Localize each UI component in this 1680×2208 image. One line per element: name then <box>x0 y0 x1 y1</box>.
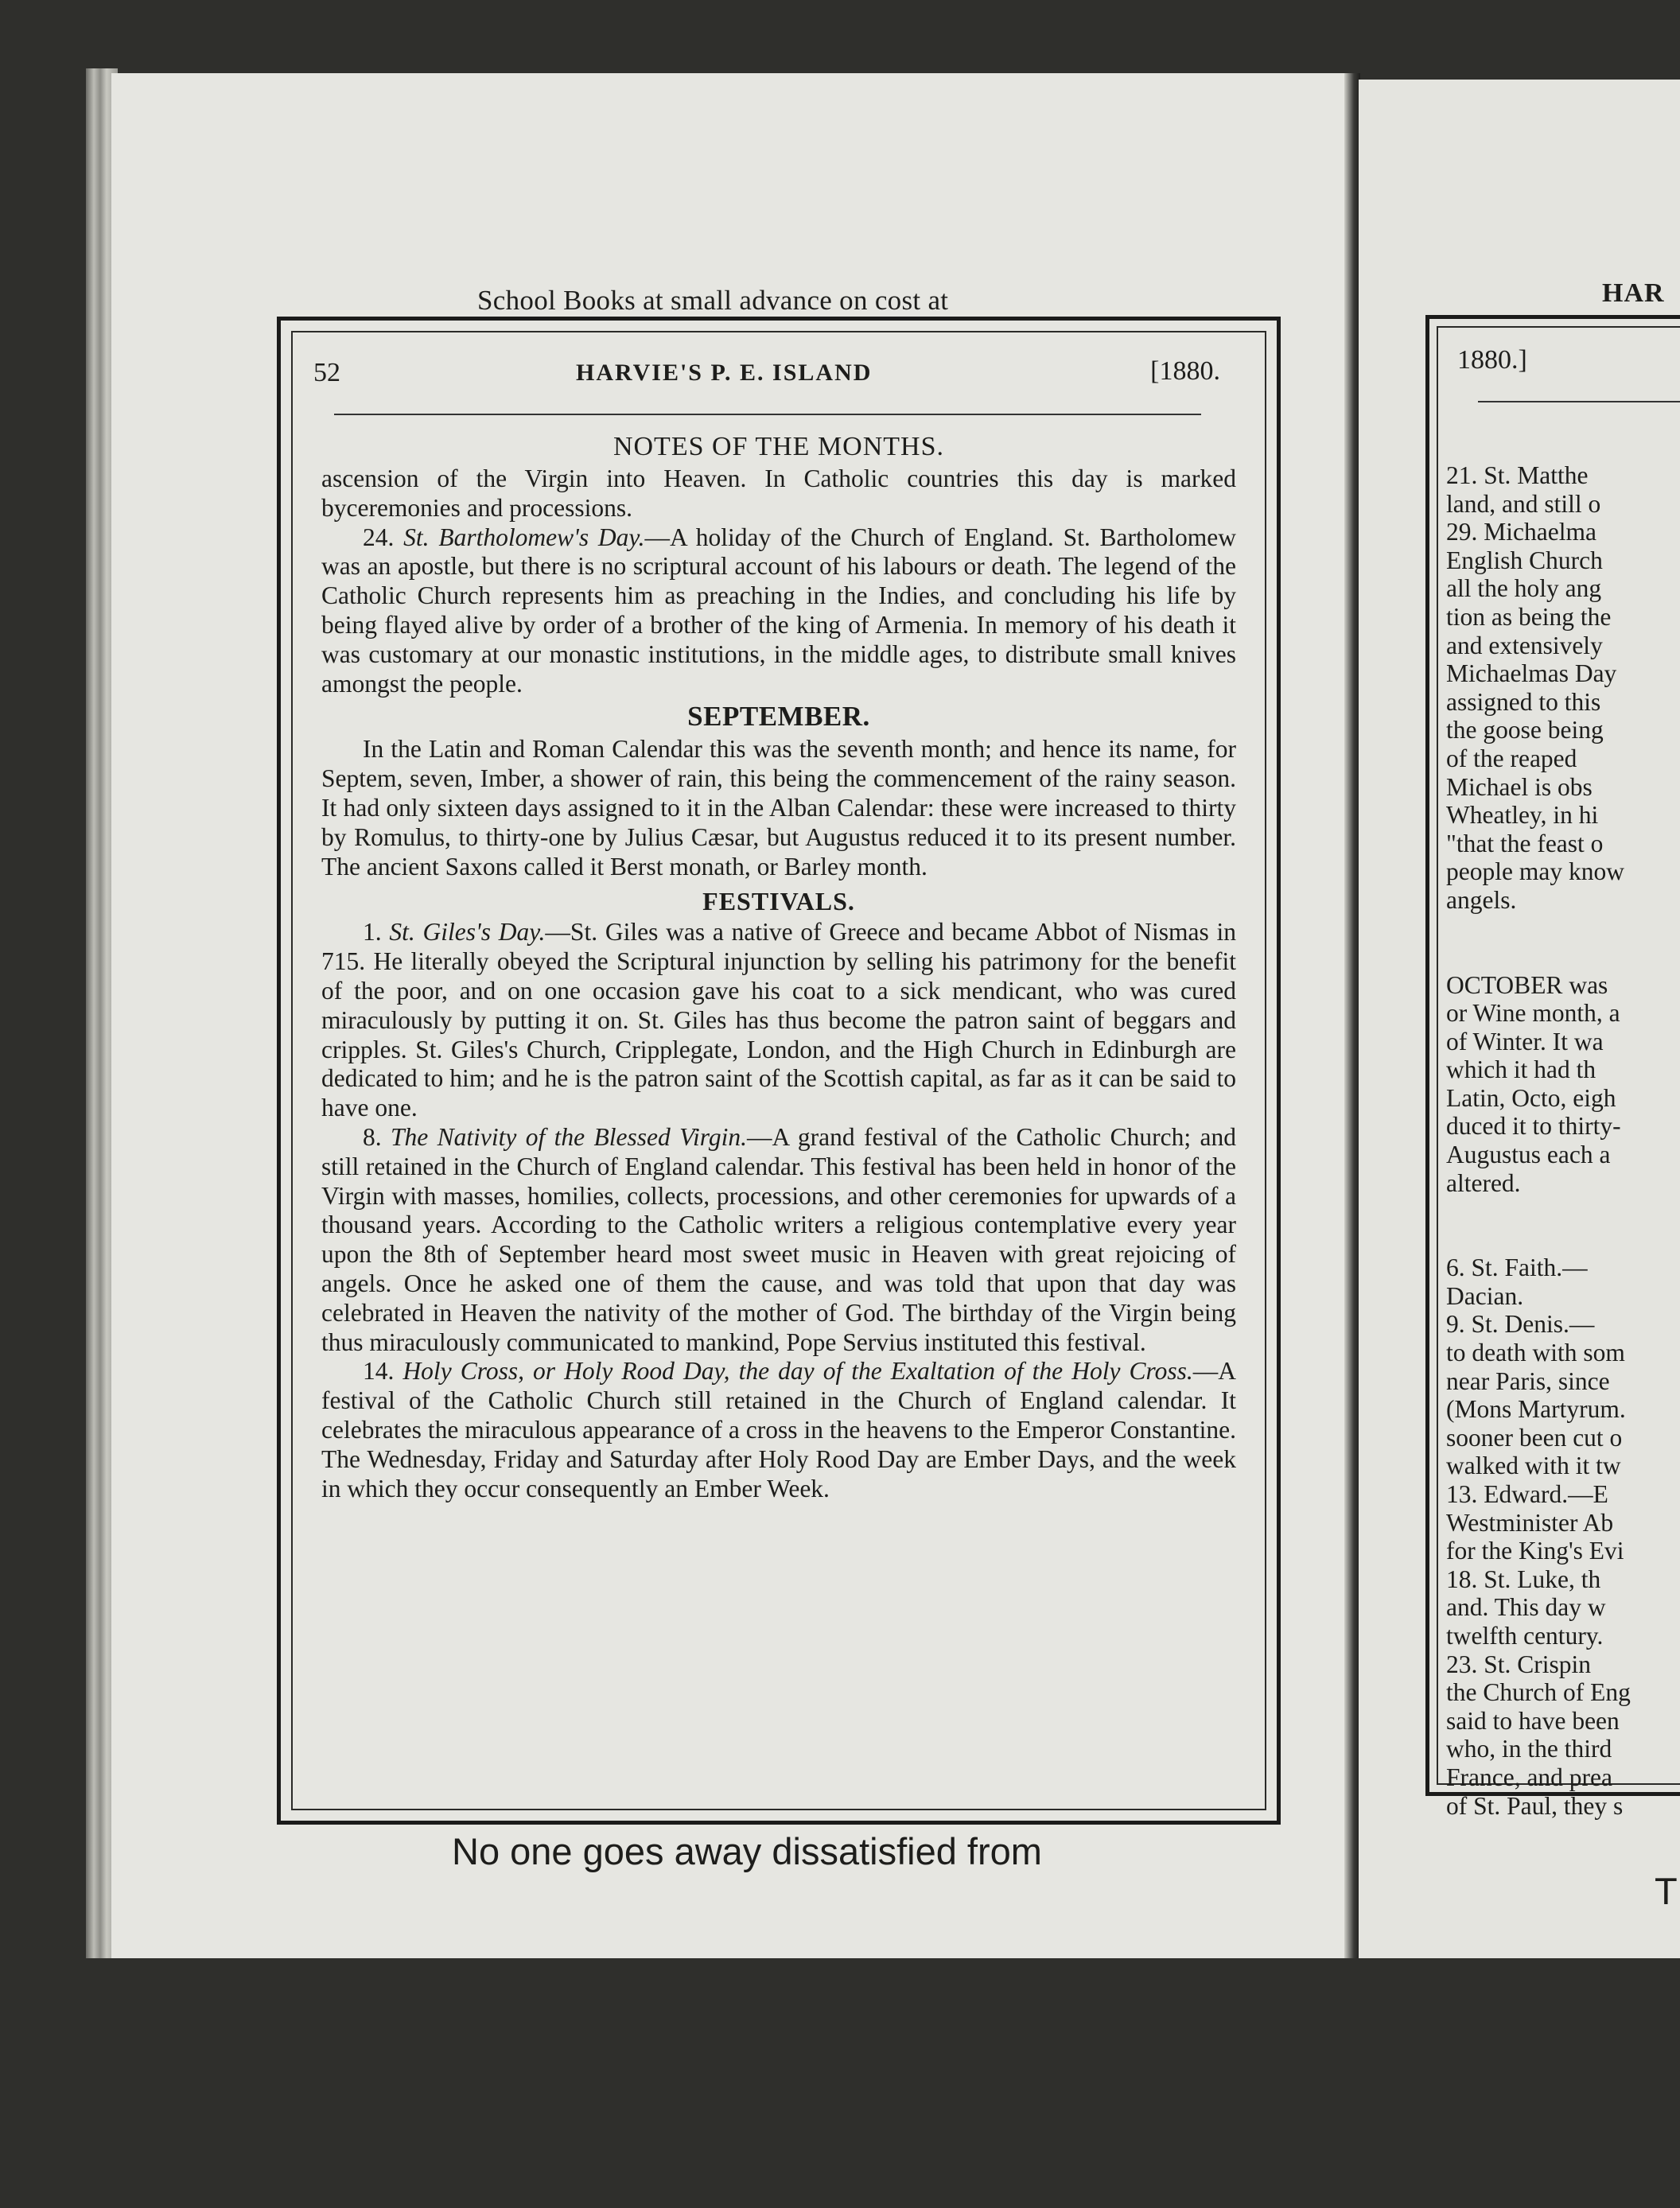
right-header-year: 1880.] <box>1457 345 1527 375</box>
text-line: near Paris, since <box>1446 1366 1610 1395</box>
text-line: land, and still o <box>1446 489 1601 518</box>
text-line: the goose being <box>1446 716 1604 744</box>
text-line: said to have been <box>1446 1706 1620 1735</box>
paragraph-holy-cross <box>321 1357 1236 1503</box>
day-number: 8. <box>363 1122 382 1151</box>
text-line: to death with som <box>1446 1339 1625 1367</box>
feast-name: St. Giles's Day. <box>389 918 546 947</box>
text-line: 9. St. Denis.— <box>1446 1310 1595 1339</box>
running-head-advert: School Books at small advance on cost at <box>477 285 949 316</box>
text-line: duced it to thirty- <box>1446 1112 1621 1141</box>
feast-name: St. Bartholomew's Day. <box>403 523 645 551</box>
text-line: and extensively <box>1446 631 1603 659</box>
day-number: 14. <box>363 1357 395 1386</box>
paragraph-body: —A grand festival of the Catholic Church; and still retained in the Church of England calendar. This festival has been held in honor of the Virgin with masses, homilies, collects, processions, and other ceremonies for upwards of a thousand years. According to the Catholic writers a religious contemplative every year upon the 8th of September heard most sweet music in Heaven with great rejoicing of angels. Once he asked one of them the cause, and was told that upon that day was celebrated in Heaven the nativity of the mother of God. The birthday of the Virgin being thus miraculously communicated to mankind, Pope Servius instituted this festival. <box>321 1122 1237 1356</box>
right-running-foot: T <box>1655 1870 1678 1912</box>
book-gutter <box>1344 73 1360 1958</box>
page-number: 52 <box>313 358 340 387</box>
day-number: 24. <box>363 523 395 551</box>
text-line: for the King's Evi <box>1446 1537 1624 1565</box>
paragraph-st-bartholomew <box>321 523 1236 699</box>
line-gap <box>1446 1197 1680 1254</box>
background-below-book <box>86 1958 1680 2208</box>
text-line: angels. <box>1446 885 1517 914</box>
text-line: "that the feast o <box>1446 829 1604 857</box>
text-line: assigned to this <box>1446 687 1601 716</box>
text-line: France, and prea <box>1446 1763 1613 1791</box>
day-number: 1. <box>363 918 382 947</box>
text-line: of the reaped <box>1446 744 1577 772</box>
line-gap <box>1446 915 1680 971</box>
text-line: Wheatley, in hi <box>1446 801 1599 830</box>
month-intro-paragraph: In the Latin and Roman Calendar this was the seventh month; and hence its name, for Septem, seven, Imber, a shower of rain, this being the commencement of the rainy season. It had only sixteen days assigned to it in the Alban Calendar: these were increased to thirty by Romulus, to thirty-one by Julius Cæsar, but Augustus reduced it to its present number. The ancient Saxons called it Berst monath, or Barley month. <box>321 735 1236 880</box>
section-title: NOTES OF THE MONTHS. <box>612 432 945 461</box>
text-line: sooner been cut o <box>1446 1423 1623 1452</box>
header-year: [1880. <box>1150 356 1220 386</box>
text-line: of St. Paul, they s <box>1446 1791 1624 1820</box>
paragraph-body: —A holiday of the Church of England. St. Bartholomew was an apostle, but there is no scriptural account of his labours or death. The legend of the Catholic Church represents him as preaching in the Indies, and concluding his life by being flayed alive by order of a brother of the king of Armenia. In memory of his death it was customary at our monastic institutions, in the middle ages, to distribute small knives amongst the people. <box>321 523 1237 698</box>
text-line: walked with it tw <box>1446 1452 1621 1480</box>
text-line: twelfth century. <box>1446 1621 1604 1650</box>
feast-name: Holy Cross, or Holy Rood Day, the day of the Exaltation of the Holy Cross. <box>402 1357 1193 1386</box>
right-running-head: HAR <box>1602 278 1665 308</box>
right-text-column <box>1446 461 1680 1820</box>
paragraph-body: —St. Giles was a native of Greece and became Abbot of Nismas in 715. He literally obeyed the Scriptural injunction by selling his patrimony for the benefit of the poor, and on one occasion gave his coat to a sick mendicant, who was cured miraculously by putting it on. St. Giles has thus become the patron saint of beggars and cripples. St. Giles's Church, Cripplegate, London, and the High Church in Edinburgh are dedicated to him; and he is the patron saint of the Scottish capital, as far as it can be said to have one. <box>321 918 1237 1122</box>
text-column <box>321 428 1236 1503</box>
text-line: Michaelmas Day <box>1446 659 1617 688</box>
text-line: of Winter. It wa <box>1446 1027 1604 1055</box>
running-foot-advert: No one goes away dissatisfied from <box>452 1830 1042 1872</box>
month-heading: SEPTEMBER. <box>687 701 870 733</box>
paragraph-body: —A festival of the Catholic Church still retained in the Church of England calendar. It celebrates the miraculous appearance of a cross in the heavens to the Emperor Constantine. The Wednesday, Friday and Saturday after Holy Rood Day are Ember Days, and the week in which they occur consequently an Ember Week. <box>321 1357 1236 1502</box>
text-line: which it had th <box>1446 1055 1596 1084</box>
feast-name: The Nativity of the Blessed Virgin. <box>391 1122 747 1151</box>
text-line: 21. St. Matthe <box>1446 461 1589 489</box>
paragraph-st-giles <box>321 918 1236 1123</box>
text-line: Dacian. <box>1446 1281 1524 1310</box>
text-line: 29. Michaelma <box>1446 518 1596 546</box>
text-line: 23. St. Crispin <box>1446 1650 1592 1678</box>
text-line: altered. <box>1446 1168 1521 1197</box>
text-line: Latin, Octo, eigh <box>1446 1083 1616 1112</box>
festivals-heading: FESTIVALS. <box>702 887 855 916</box>
paragraph-nativity <box>321 1123 1236 1357</box>
text-line: and. This day w <box>1446 1593 1606 1622</box>
text-line: or Wine month, a <box>1446 999 1620 1028</box>
text-line: people may know <box>1446 857 1624 886</box>
text-line: the Church of Eng <box>1446 1678 1631 1707</box>
text-line: tion as being the <box>1446 602 1612 631</box>
text-line: all the holy ang <box>1446 574 1602 603</box>
header-title: HARVIE'S P. E. ISLAND <box>576 360 873 386</box>
text-line: Michael is obs <box>1446 772 1592 801</box>
header-rule <box>334 414 1201 415</box>
text-line: 18. St. Luke, th <box>1446 1565 1601 1593</box>
text-line: Westminister Ab <box>1446 1508 1614 1537</box>
text-line: Augustus each a <box>1446 1141 1611 1169</box>
text-line: OCTOBER was <box>1446 970 1608 999</box>
text-line: (Mons Martyrum. <box>1446 1395 1626 1424</box>
text-line: English Church <box>1446 546 1603 574</box>
right-header-rule <box>1478 401 1680 402</box>
text-line: 6. St. Faith.— <box>1446 1254 1588 1282</box>
continuation-paragraph: ascension of the Virgin into Heaven. In Catholic countries this day is marked byceremonies and processions. <box>321 465 1236 522</box>
text-line: who, in the third <box>1446 1735 1612 1763</box>
page-header <box>313 356 1250 396</box>
text-line: 13. Edward.—E <box>1446 1480 1608 1508</box>
